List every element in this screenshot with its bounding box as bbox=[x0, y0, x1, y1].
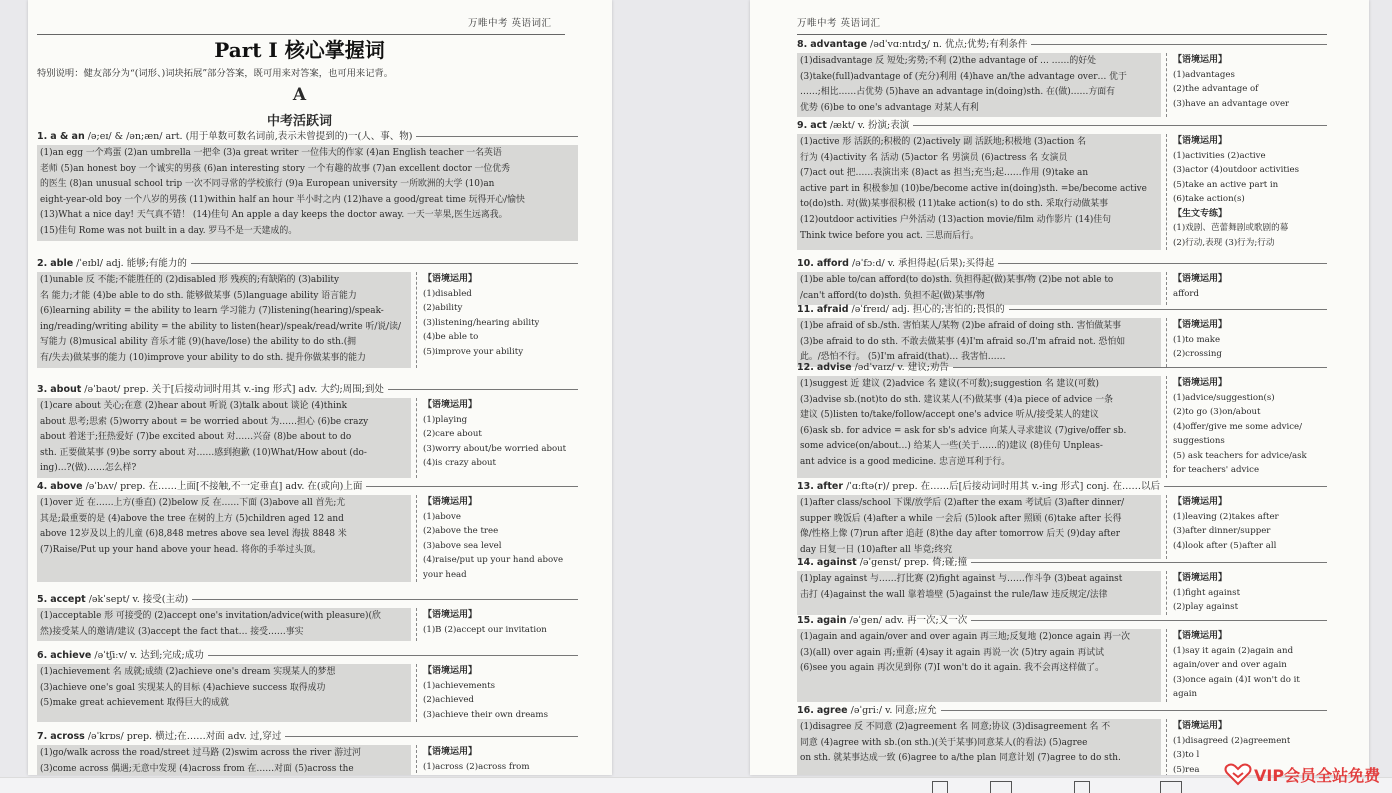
usage-answer: (2)to go (3)on/about bbox=[1173, 407, 1261, 417]
context-usage-panel bbox=[1166, 571, 1240, 615]
entry-headword bbox=[37, 257, 578, 270]
phrase-line: (1)care about 关心;在意 (2)hear about 听说 (3)talk about 谈论 (4)think bbox=[40, 401, 348, 411]
entry-headword bbox=[37, 383, 578, 396]
usage-answer: (3)have an advantage over bbox=[1173, 98, 1290, 109]
entry-number: 2. bbox=[37, 257, 48, 269]
entry-word: act bbox=[810, 119, 827, 131]
phrase-block bbox=[37, 608, 411, 641]
phrase-line: ant advice is a good medicine. 忠言逆耳利于行。 bbox=[800, 456, 1011, 467]
usage-answer: (2)play against bbox=[1173, 602, 1239, 612]
phrase-block bbox=[797, 376, 1161, 478]
phrase-line: sth. 正要做某事 (9)be sorry about 对……感到抱歉 (10)What/How about (do- bbox=[40, 447, 367, 458]
usage-answer: (3)achieve their own dreams bbox=[423, 709, 548, 720]
usage-answer: (2)the advantage of bbox=[1173, 84, 1259, 94]
phrase-line: ing/reading/writing ability = the ability to listen(hear)/speak/read/write 听/说/读/ bbox=[40, 321, 402, 332]
entry-number: 4. bbox=[37, 480, 48, 492]
page-header: 万唯中考 英语词汇 bbox=[468, 18, 552, 29]
phrase-line: (1)acceptable 形 可接受的 (2)accept one's invitation/advice(with pleasure)(欣 bbox=[40, 611, 381, 621]
entry-word: again bbox=[816, 614, 847, 626]
usage-answer: (4)look after (5)after all bbox=[1173, 540, 1277, 551]
word-entry bbox=[37, 593, 578, 641]
phrase-line: supper 晚饭后 (4)after a while 一会后 (5)look after 照顾 (6)take after 长得 bbox=[800, 513, 1122, 524]
context-usage-panel bbox=[1166, 134, 1299, 250]
usage-answer: (1)leaving (2)takes after bbox=[1173, 511, 1279, 522]
phrase-line: 有/失去)做某事的能力 (10)improve your ability to do sth. 提升你做某事的能力 bbox=[40, 352, 366, 363]
phrase-line: (3)(all) over again 再;重新 (4)say it again 再说一次 (5)try again 再试试 bbox=[800, 647, 1104, 658]
context-usage-panel bbox=[416, 745, 530, 775]
phrase-block bbox=[37, 664, 411, 722]
usage-heading: 【语境运用】 bbox=[1173, 136, 1228, 146]
entry-number: 14. bbox=[797, 556, 814, 568]
entry-headword bbox=[37, 480, 578, 493]
phrase-block bbox=[797, 272, 1161, 305]
entry-word: accept bbox=[50, 593, 86, 605]
entry-headword bbox=[37, 730, 578, 743]
phrase-block bbox=[797, 53, 1161, 117]
vip-promo-text: VIP会员全站免费 bbox=[1254, 765, 1381, 785]
phrase-line: above 12岁及以上的儿童 (6)8,848 metres above sea level 海拔 8848 米 bbox=[40, 529, 347, 540]
usage-answer: (1)to make bbox=[1173, 334, 1221, 345]
entry-number: 9. bbox=[797, 119, 808, 131]
phrase-line: 像/性格上像 (7)run after 追赶 (8)the day after tomorrow 后天 (9)day after bbox=[800, 529, 1120, 540]
phrase-line: 老师 (5)an honest boy 一个诚实的男孩 (6)an interesting story 一个有趣的故事 (7)an excellent doctor 一位优秀 bbox=[40, 163, 511, 174]
usage-heading: 【语境运用】 bbox=[1173, 497, 1228, 507]
context-usage-panel bbox=[1166, 376, 1307, 478]
context-usage-panel bbox=[1166, 629, 1300, 702]
phrase-line: (1)disadvantage 反 短处;劣势;不利 (2)the advantage of … ……的好处 bbox=[800, 56, 1097, 66]
phrase-line: (6)learning ability = the ability to learn 学习能力 (7)listening(hearing)/speak- bbox=[40, 306, 384, 317]
entry-headword bbox=[37, 130, 578, 143]
usage-heading: 【语境运用】 bbox=[423, 400, 478, 410]
word-entry bbox=[37, 730, 578, 775]
word-entry bbox=[797, 119, 1327, 250]
usage-answer: (1)say it again (2)again and bbox=[1173, 645, 1294, 656]
phrase-line: (3)achieve one's goal 实现某人的目标 (4)achieve success 取得成功 bbox=[40, 682, 326, 693]
usage-heading: 【语境运用】 bbox=[423, 666, 478, 676]
usage-answer: (3)above sea level bbox=[423, 540, 502, 551]
usage-answer: (1)disagreed (2)agreement bbox=[1173, 735, 1291, 746]
usage-heading: 【语境运用】 bbox=[1173, 274, 1228, 284]
entry-definition: /ədˈvaɪz/ v. 建议;劝告 bbox=[854, 361, 949, 373]
usage-answer: (3)actor (4)outdoor activities bbox=[1173, 165, 1300, 175]
usage-answer: (5) ask teachers for advice/ask bbox=[1173, 450, 1307, 461]
entry-number: 8. bbox=[797, 38, 808, 50]
entry-definition: /əˈtʃiːv/ v. 达到;完成;成功 bbox=[94, 649, 204, 661]
entry-headword bbox=[797, 614, 1327, 627]
usage-answer: (5)improve your ability bbox=[423, 346, 524, 357]
phrase-line: (6)see you again 再次见到你 (7)I won't do it again. 我不会再这样做了。 bbox=[800, 663, 1104, 674]
entry-definition: /ˈɑːftə(r)/ prep. 在……后[后接动词时用其 v.-ing 形式] conj. 在……以后 bbox=[846, 480, 1160, 492]
entry-number: 6. bbox=[37, 649, 48, 661]
usage-answer: (1)advantages bbox=[1173, 69, 1235, 80]
entry-number: 5. bbox=[37, 593, 48, 605]
section-letter: A bbox=[292, 85, 307, 105]
phrase-line: (5)make great achievement 取得巨大的成就 bbox=[40, 698, 229, 709]
phrase-line: (3)be afraid to do sth. 不敢去做某事 (4)I'm afraid so./I'm afraid not. 恐怕如 bbox=[800, 336, 1126, 347]
entry-definition: /əˈbaʊt/ prep. 关于[后接动词时用其 v.-ing 形式] adv. 大约;周围;到处 bbox=[84, 383, 384, 395]
word-entry bbox=[37, 383, 578, 478]
phrase-line: ing)…?(做)……怎么样? bbox=[40, 463, 137, 474]
usage-heading: 【语境运用】 bbox=[1173, 378, 1228, 388]
entry-number: 11. bbox=[797, 303, 814, 315]
page-header: 万唯中考 英语词汇 bbox=[797, 18, 881, 29]
usage-answer: (1)across (2)across from bbox=[423, 761, 530, 772]
phrase-line: 击打 (4)against the wall 靠着墙壁 (5)against the rule/law 违反规定/法律 bbox=[800, 589, 1108, 600]
usage-heading: 【语境运用】 bbox=[423, 747, 478, 757]
scroll-view-icon[interactable] bbox=[1074, 781, 1090, 793]
phrase-block bbox=[797, 495, 1161, 559]
entry-word: above bbox=[50, 480, 83, 492]
word-entry bbox=[797, 257, 1327, 305]
word-entry bbox=[37, 257, 578, 368]
double-page-icon[interactable] bbox=[990, 781, 1012, 793]
phrase-line: 此。/恐怕不行。 (5)I'm afraid(that)… 我害怕…… bbox=[800, 352, 1006, 363]
entry-headword bbox=[797, 38, 1327, 51]
single-page-icon[interactable] bbox=[932, 781, 948, 793]
usage-answer: (1)戏剧、芭蕾舞剧或歌剧的幕 bbox=[1173, 223, 1289, 233]
phrase-line: (1)active 形 活跃的;积极的 (2)actively 副 活跃地;积极地 (3)action 名 bbox=[800, 137, 1087, 147]
entry-word: across bbox=[50, 730, 85, 742]
phrase-line: some advice(on/about…) 给某人一些(关于……的)建议 (8)佳句 Unpleas- bbox=[800, 441, 1103, 452]
word-entry bbox=[797, 361, 1327, 478]
phrase-line: about 着迷于;狂热爱好 (7)be excited about 对……兴奋 (8)be about to do bbox=[40, 432, 352, 443]
usage-answer: (4)offer/give me some advice/ bbox=[1173, 421, 1303, 432]
phrase-line: 的医生 (8)an unusual school trip 一次不同寻常的学校旅行 (9)a European university 一所欧洲的大学 (10)an bbox=[40, 179, 495, 190]
entry-number: 13. bbox=[797, 480, 814, 492]
entry-headword bbox=[797, 480, 1327, 493]
entry-headword bbox=[797, 257, 1327, 270]
entry-number: 15. bbox=[797, 614, 814, 626]
phrase-line: (3)take(full)advantage of (充分)利用 (4)have an/the advantage over… 优于 bbox=[800, 71, 1127, 82]
usage-answer: (1)playing bbox=[423, 414, 468, 425]
phrase-line: (1)over 近 在……上方(垂直) (2)below 反 在……下面 (3)above all 首先;尤 bbox=[40, 498, 346, 508]
phrase-line: (1)disagree 反 不同意 (2)agreement 名 同意;协议 (3)disagreement 名 不 bbox=[800, 722, 1111, 732]
phrase-line: (1)again and again/over and over again 再三地;反复地 (2)once again 再一次 bbox=[800, 632, 1131, 642]
entry-number: 3. bbox=[37, 383, 48, 395]
phrase-line: (1)play against 与……打比赛 (2)fight against 与……作斗争 (3)beat against bbox=[800, 574, 1123, 584]
entry-number: 10. bbox=[797, 257, 814, 269]
entry-definition: /ækt/ v. 扮演;表演 bbox=[829, 119, 910, 131]
phrase-line: eight-year-old boy 一个八岁的男孩 (11)within half an hour 半小时之内 (12)have a good/great time 玩得开心/愉快 bbox=[40, 194, 525, 205]
entry-headword bbox=[37, 593, 578, 606]
entry-definition: /əˈgenst/ prep. 倚;碰;撞 bbox=[859, 556, 968, 568]
usage-answer: (1)achievements bbox=[423, 680, 496, 691]
usage-answer: (2)ability bbox=[423, 303, 463, 313]
entry-word: advise bbox=[816, 361, 852, 373]
entry-definition: /əˈgen/ adv. 再一次;又一次 bbox=[849, 614, 968, 626]
entry-word: about bbox=[50, 383, 82, 395]
usage-heading: 【语境运用】 bbox=[423, 610, 478, 620]
context-usage-panel bbox=[1166, 495, 1279, 559]
usage-heading: 【语境运用】 bbox=[423, 274, 478, 284]
phrase-line: (3)come across 偶遇;无意中发现 (4)across from 在……对面 (5)across the bbox=[40, 763, 354, 774]
special-note: 特别说明：健友部分为“(词形、)词块拓展”部分答案，既可用来对答案，也可用来记背。 bbox=[37, 68, 394, 79]
entry-headword bbox=[797, 704, 1327, 717]
context-usage-panel bbox=[416, 664, 548, 722]
phrase-line: 名 能力;才能 (4)be able to do sth. 能够做某事 (5)language ability 语言能力 bbox=[40, 290, 357, 301]
phrase-line: 建议 (5)listen to/take/follow/accept one's advice 听从/接受某人的建议 bbox=[800, 410, 1099, 421]
phrase-block bbox=[797, 134, 1161, 250]
entry-headword bbox=[797, 303, 1327, 316]
phrase-line: day 日复一日 (10)after all 毕竟;终究 bbox=[800, 544, 953, 555]
phrase-line: on sth. 就某事达成一致 (6)agree to a/the plan 同意计划 (7)agree to do sth. bbox=[800, 753, 1121, 764]
phrase-block bbox=[37, 398, 411, 478]
grid-view-icon[interactable] bbox=[1160, 781, 1182, 793]
usage-answer: again bbox=[1173, 689, 1198, 699]
phrase-line: (1)achievement 名 成就;成绩 (2)achieve one's dream 实现某人的梦想 bbox=[40, 667, 336, 677]
phrase-line: (12)outdoor activities 户外活动 (13)action movie/film 动作影片 (14)佳句 bbox=[800, 214, 1112, 225]
phrase-line: (7)act out 把……表演出来 (8)act as 担当;充当;起……作用 (9)take an bbox=[800, 168, 1089, 179]
usage-answer: (3)after dinner/supper bbox=[1173, 526, 1271, 536]
phrase-line: 同意 (4)agree with sb.(on sth.)(关于某事)同意某人(的看法) (5)agree bbox=[800, 737, 1088, 748]
phrase-line: (6)ask sb. for advice = ask for sb's advice 向某人寻求建议 (7)give/offer sb. bbox=[800, 425, 1127, 436]
phrase-line: (1)after class/school 下课/放学后 (2)after the exam 考试后 (3)after dinner/ bbox=[800, 498, 1125, 508]
phrase-block bbox=[37, 272, 411, 368]
phrase-line: 优势 (6)be to one's advantage 对某人有利 bbox=[800, 102, 979, 113]
word-entry bbox=[37, 130, 578, 241]
phrase-line: (15)佳句 Rome was not built in a day. 罗马不是一天建成的。 bbox=[40, 225, 298, 236]
entry-definition: /ədˈvɑːntɪdʒ/ n. 优点;优势;有利条件 bbox=[870, 38, 1028, 50]
word-entry bbox=[797, 556, 1327, 615]
usage-answer: (3)listening/hearing ability bbox=[423, 317, 540, 328]
entry-headword bbox=[37, 649, 578, 662]
entry-definition: /əˈbʌv/ prep. 在……上面[不接触,不一定垂直] adv. 在(或向)上面 bbox=[85, 480, 363, 492]
usage-answer: (1)above bbox=[423, 511, 461, 522]
entry-definition: /əˈfreɪd/ adj. 担心的;害怕的;畏惧的 bbox=[851, 303, 1005, 315]
entry-word: afford bbox=[816, 257, 849, 269]
entry-definition: /əkˈsept/ v. 接受(主动) bbox=[88, 593, 189, 605]
usage-answer: (3)worry about/be worried about bbox=[423, 443, 567, 454]
context-usage-panel bbox=[416, 608, 547, 641]
context-usage-panel bbox=[416, 398, 566, 478]
usage-answer: for teachers' advice bbox=[1173, 465, 1260, 475]
phrase-block bbox=[37, 745, 411, 775]
entry-definition: /ə;eɪ/ & /ən;æn/ art. (用于单数可数名词前,表示未曾提到的)一(人、事、物) bbox=[87, 130, 413, 142]
phrase-line: (13)What a nice day! 天气真不错！ (14)佳句 An apple a day keeps the doctor away. 一天一苹果,医生远离我。 bbox=[40, 210, 508, 221]
right-page bbox=[750, 0, 1369, 775]
entry-word: achieve bbox=[50, 649, 92, 661]
phrase-block bbox=[797, 318, 1161, 367]
context-usage-panel bbox=[416, 272, 539, 368]
heart-icon bbox=[1224, 762, 1252, 786]
phrase-line: (7)Raise/Put up your hand above your head. 将你的手举过头顶。 bbox=[40, 544, 322, 555]
entry-headword bbox=[797, 556, 1327, 569]
usage-answer: (3)once again (4)I won't do it bbox=[1173, 674, 1300, 685]
phrase-line: 然)接受某人的邀请/建议 (3)accept the fact that… 接受……事实 bbox=[40, 626, 304, 637]
entry-definition: /əˈkrɒs/ prep. 横过;在……对面 adv. 过,穿过 bbox=[87, 730, 282, 742]
entry-word: a & an bbox=[50, 130, 85, 142]
phrase-line: to(do)sth. 对(做)某事很积极 (11)take action(s) to do sth. 采取行动做某事 bbox=[800, 199, 1108, 210]
entry-definition: /əˈgriː/ v. 同意;应允 bbox=[850, 704, 937, 716]
entry-word: able bbox=[50, 257, 74, 269]
usage-answer: afford bbox=[1173, 288, 1200, 299]
viewer-toolbar bbox=[0, 777, 1392, 793]
phrase-line: (1)be afraid of sb./sth. 害怕某人/某物 (2)be afraid of doing sth. 害怕做某事 bbox=[800, 321, 1121, 331]
usage-answer: suggestions bbox=[1173, 436, 1225, 446]
entry-headword bbox=[797, 119, 1327, 132]
entry-word: agree bbox=[816, 704, 848, 716]
phrase-line: (1)go/walk across the road/street 过马路 (2)swim across the river 游过河 bbox=[40, 748, 361, 758]
context-usage-panel bbox=[1166, 318, 1227, 367]
usage-answer: (2)care about bbox=[423, 429, 482, 439]
context-usage-panel bbox=[416, 495, 563, 582]
entry-word: against bbox=[816, 556, 857, 568]
usage-answer: your head bbox=[423, 569, 467, 580]
usage-heading: 【语境运用】 bbox=[1173, 320, 1228, 330]
word-entry bbox=[797, 614, 1327, 702]
usage-answer: (6)take action(s) bbox=[1173, 194, 1245, 204]
phrase-block bbox=[37, 495, 411, 582]
usage-answer: (4)be able to bbox=[423, 332, 479, 342]
usage-answer: (5)rea bbox=[1173, 764, 1200, 775]
usage-answer: (4)is crazy about bbox=[423, 458, 497, 468]
phrase-line: (1)an egg 一个鸡蛋 (2)an umbrella 一把伞 (3)a great writer 一位伟大的作家 (4)an English teacher 一名英语 bbox=[40, 148, 502, 158]
phrase-line: 行为 (4)activity 名 活动 (5)actor 名 男演员 (6)actress 名 女演员 bbox=[800, 152, 1068, 163]
phrase-block bbox=[37, 145, 578, 241]
header-rule bbox=[797, 34, 1327, 35]
phrase-line: 其是;最重要的是 (4)above the tree 在树的上方 (5)children aged 12 and bbox=[40, 513, 344, 524]
entry-definition: /əˈfɔːd/ v. 承担得起(后果);买得起 bbox=[851, 257, 995, 269]
phrase-block bbox=[797, 571, 1161, 615]
phrase-line: (1)suggest 近 建议 (2)advice 名 建议(不可数);suggestion 名 建议(可数) bbox=[800, 379, 1099, 389]
entry-word: after bbox=[816, 480, 844, 492]
vip-promo-badge[interactable] bbox=[1224, 759, 1380, 789]
entry-word: advantage bbox=[810, 38, 868, 50]
phrase-line: about 思考;思索 (5)worry about = be worried about 为……担心 (6)be crazy bbox=[40, 416, 369, 427]
phrase-block bbox=[797, 719, 1161, 775]
entry-number: 7. bbox=[37, 730, 48, 742]
context-usage-panel bbox=[1166, 53, 1289, 117]
usage-heading: 【语境运用】 bbox=[423, 497, 478, 507]
phrase-block bbox=[797, 629, 1161, 702]
entry-number: 12. bbox=[797, 361, 814, 373]
usage-answer: (2)achieved bbox=[423, 695, 474, 705]
usage-heading: 【语境运用】 bbox=[1173, 573, 1228, 583]
word-entry bbox=[797, 38, 1327, 117]
context-usage-panel bbox=[1166, 272, 1227, 305]
phrase-line: active part in 积极参加 (10)be/become active in(doing)sth. =be/become active bbox=[800, 183, 1147, 194]
usage-answer: (1)disabled bbox=[423, 288, 472, 299]
phrase-line: /can't afford(to do)sth. 负担不起(做)某事/物 bbox=[800, 290, 985, 301]
phrase-line: (3)advise sb.(not)to do sth. 建议某人(不)做某事 (4)a piece of advice 一条 bbox=[800, 394, 1113, 405]
phrase-line: (1)be able to/can afford(to do)sth. 负担得起(做)某事/物 (2)be not able to bbox=[800, 275, 1114, 285]
usage-answer: (2)above the tree bbox=[423, 526, 499, 536]
section-subtitle: 中考活跃词 bbox=[266, 114, 332, 129]
entry-number: 16. bbox=[797, 704, 814, 716]
phrase-line: 写能力 (8)musical ability 音乐才能 (9)(have/lose) the ability to do sth.(拥 bbox=[40, 337, 357, 348]
phrase-line: Think twice before you act. 三思而后行。 bbox=[800, 230, 979, 241]
usage-answer: again/over and over again bbox=[1173, 660, 1287, 670]
usage-answer: (4)raise/put up your hand above bbox=[423, 555, 564, 565]
entry-word: afraid bbox=[816, 303, 849, 315]
usage-answer: (1)activities (2)active bbox=[1173, 150, 1266, 161]
entry-headword bbox=[797, 361, 1327, 374]
usage-heading: 【语境运用】 bbox=[1173, 631, 1228, 641]
usage-heading: 【生文专练】 bbox=[1173, 208, 1228, 219]
usage-answer: (1)B (2)accept our invitation bbox=[423, 624, 547, 635]
word-entry bbox=[797, 303, 1327, 367]
phrase-line: (1)unable 反 不能;不能胜任的 (2)disabled 形 残疾的;有缺陷的 (3)ability bbox=[40, 275, 340, 285]
usage-answer: (1)fight against bbox=[1173, 587, 1241, 598]
word-entry bbox=[797, 480, 1327, 559]
word-entry bbox=[37, 649, 578, 722]
entry-number: 1. bbox=[37, 130, 48, 142]
phrase-line: ……;相比……占优势 (5)have an advantage in(doing)sth. 在(做)……方面有 bbox=[800, 87, 1116, 98]
usage-answer: (5)take an active part in bbox=[1173, 179, 1279, 190]
usage-heading: 【语境运用】 bbox=[1173, 55, 1228, 65]
usage-answer: (2)行动,表现 (3)行为;行动 bbox=[1173, 237, 1275, 248]
word-entry bbox=[37, 480, 578, 582]
entry-definition: /ˈeɪbl/ adj. 能够;有能力的 bbox=[76, 257, 187, 269]
usage-answer: (3)to l bbox=[1173, 750, 1200, 760]
usage-answer: (1)advice/suggestion(s) bbox=[1173, 392, 1275, 403]
page-title: Part Ⅰ 核心掌握词 bbox=[214, 38, 385, 62]
usage-answer: (2)crossing bbox=[1173, 349, 1222, 359]
usage-heading: 【语境运用】 bbox=[1173, 721, 1228, 731]
left-page bbox=[28, 0, 612, 775]
